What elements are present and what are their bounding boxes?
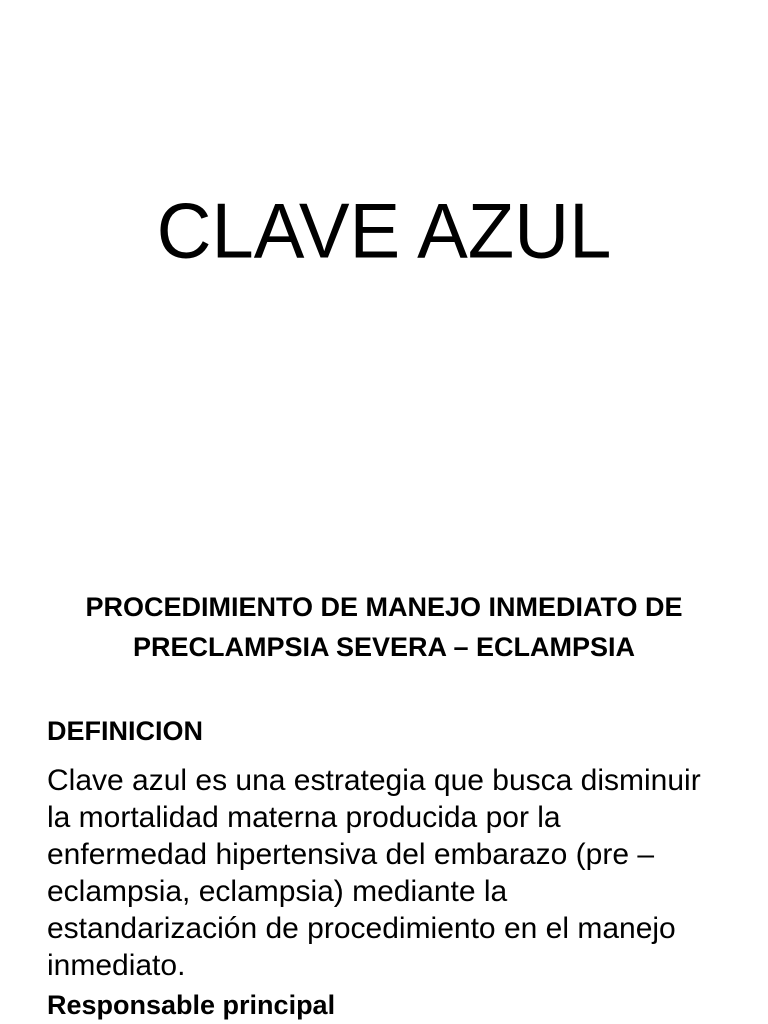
definition-line: enfermedad hipertensiva del embarazo (pre –: [47, 838, 655, 871]
definition-line: estandarización de procedimiento en el manejo: [47, 912, 676, 945]
content-slide: [0, 512, 768, 1024]
procedure-title: [30, 587, 738, 667]
responsible-heading: Responsable principal: [47, 990, 336, 1020]
definition-text: [47, 762, 747, 984]
definition-line: Clave azul es una estrategia que busca disminuir: [47, 764, 701, 797]
slide-title: CLAVE AZUL: [156, 188, 612, 275]
definition-line: la mortalidad materna producida por la: [47, 801, 561, 834]
definition-heading: DEFINICION: [47, 716, 204, 746]
definition-line: inmediato.: [47, 949, 186, 982]
definition-line: eclampsia, eclampsia) mediante la: [47, 875, 508, 908]
procedure-title-line: PRECLAMPSIA SEVERA – ECLAMPSIA: [132, 632, 636, 662]
procedure-title-line: PROCEDIMIENTO DE MANEJO INMEDIATO DE: [85, 592, 683, 622]
